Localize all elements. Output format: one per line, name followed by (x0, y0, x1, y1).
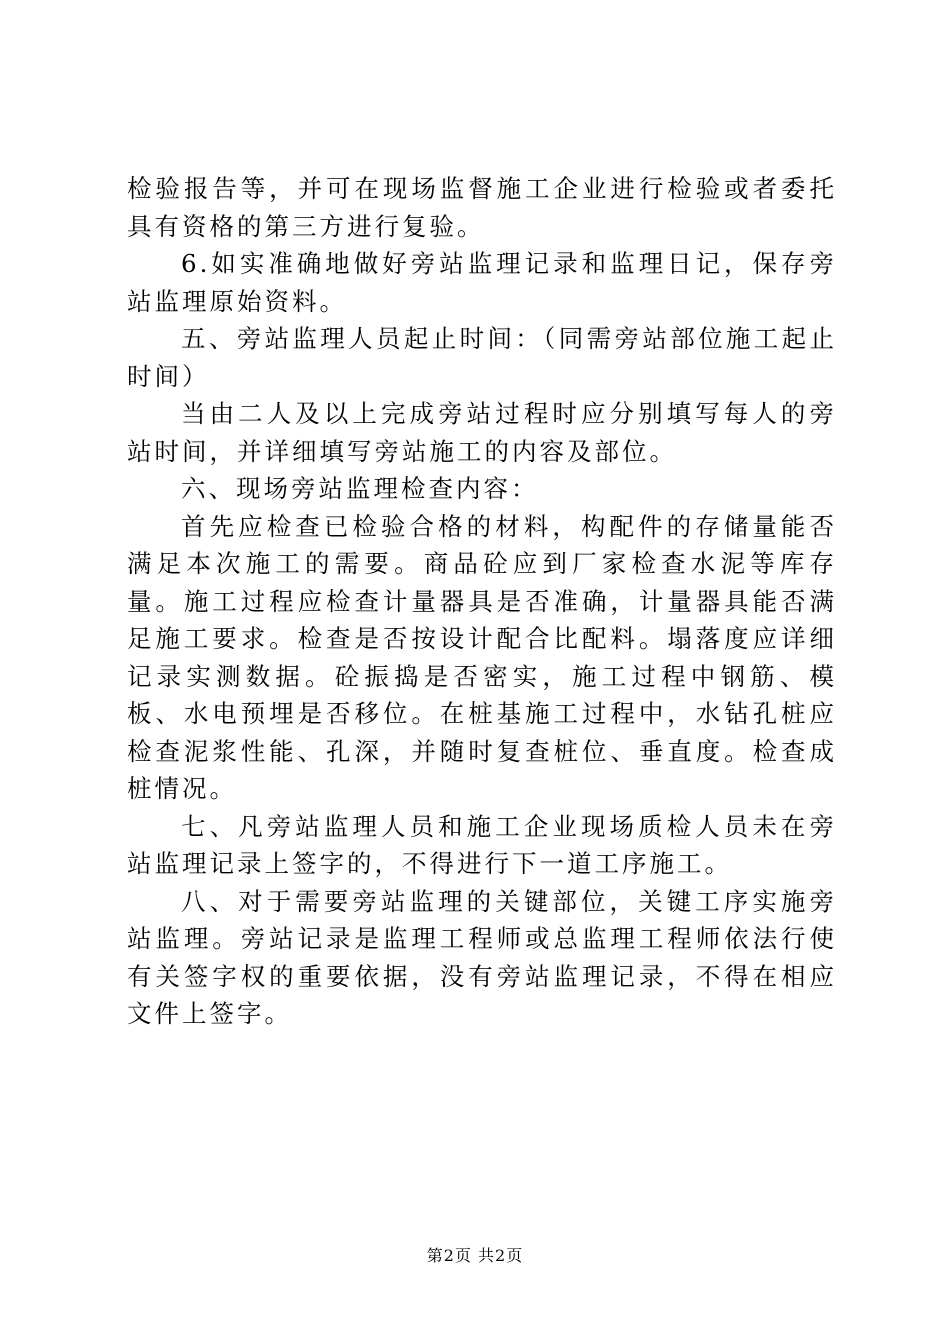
section-heading-5: 五、旁站监理人员起止时间：（同需旁站部位施工起止时间） (127, 324, 837, 391)
paragraph-item-6: 6.如实准确地做好旁站监理记录和监理日记，保存旁站监理原始资料。 (127, 249, 837, 316)
document-body (127, 170, 837, 1033)
section-heading-7: 七、凡旁站监理人员和施工企业现场质检人员未在旁站监理记录上签字的，不得进行下一道工序施工。 (127, 811, 837, 878)
paragraph-section-5-body: 当由二人及以上完成旁站过程时应分别填写每人的旁站时间，并详细填写旁站施工的内容及部位。 (127, 399, 837, 466)
section-heading-6: 六、现场旁站监理检查内容： (181, 474, 539, 503)
page-number-footer: 第2页 共2页 (426, 1246, 524, 1265)
paragraph-section-6-body: 首先应检查已检验合格的材料，构配件的存储量能否满足本次施工的需要。商品砼应到厂家检查水泥等库存量。施工过程应检查计量器具是否准确，计量器具能否满足施工要求。检查是否按设计配合比配料。塌落度应详细记录实测数据。砼振捣是否密实，施工过程中钢筋、模板、水电预埋是否移位。在桩基施工过程中，水钻孔桩应检查泥浆性能、孔深，并随时复查桩位、垂直度。检查成桩情况。 (127, 511, 837, 803)
paragraph-continuation: 检验报告等，并可在现场监督施工企业进行检验或者委托具有资格的第三方进行复验。 (127, 174, 837, 241)
section-heading-8: 八、对于需要旁站监理的关键部位，关键工序实施旁站监理。旁站记录是监理工程师或总监理工程师依法行使有关签字权的重要依据，没有旁站监理记录，不得在相应文件上签字。 (127, 886, 837, 1028)
